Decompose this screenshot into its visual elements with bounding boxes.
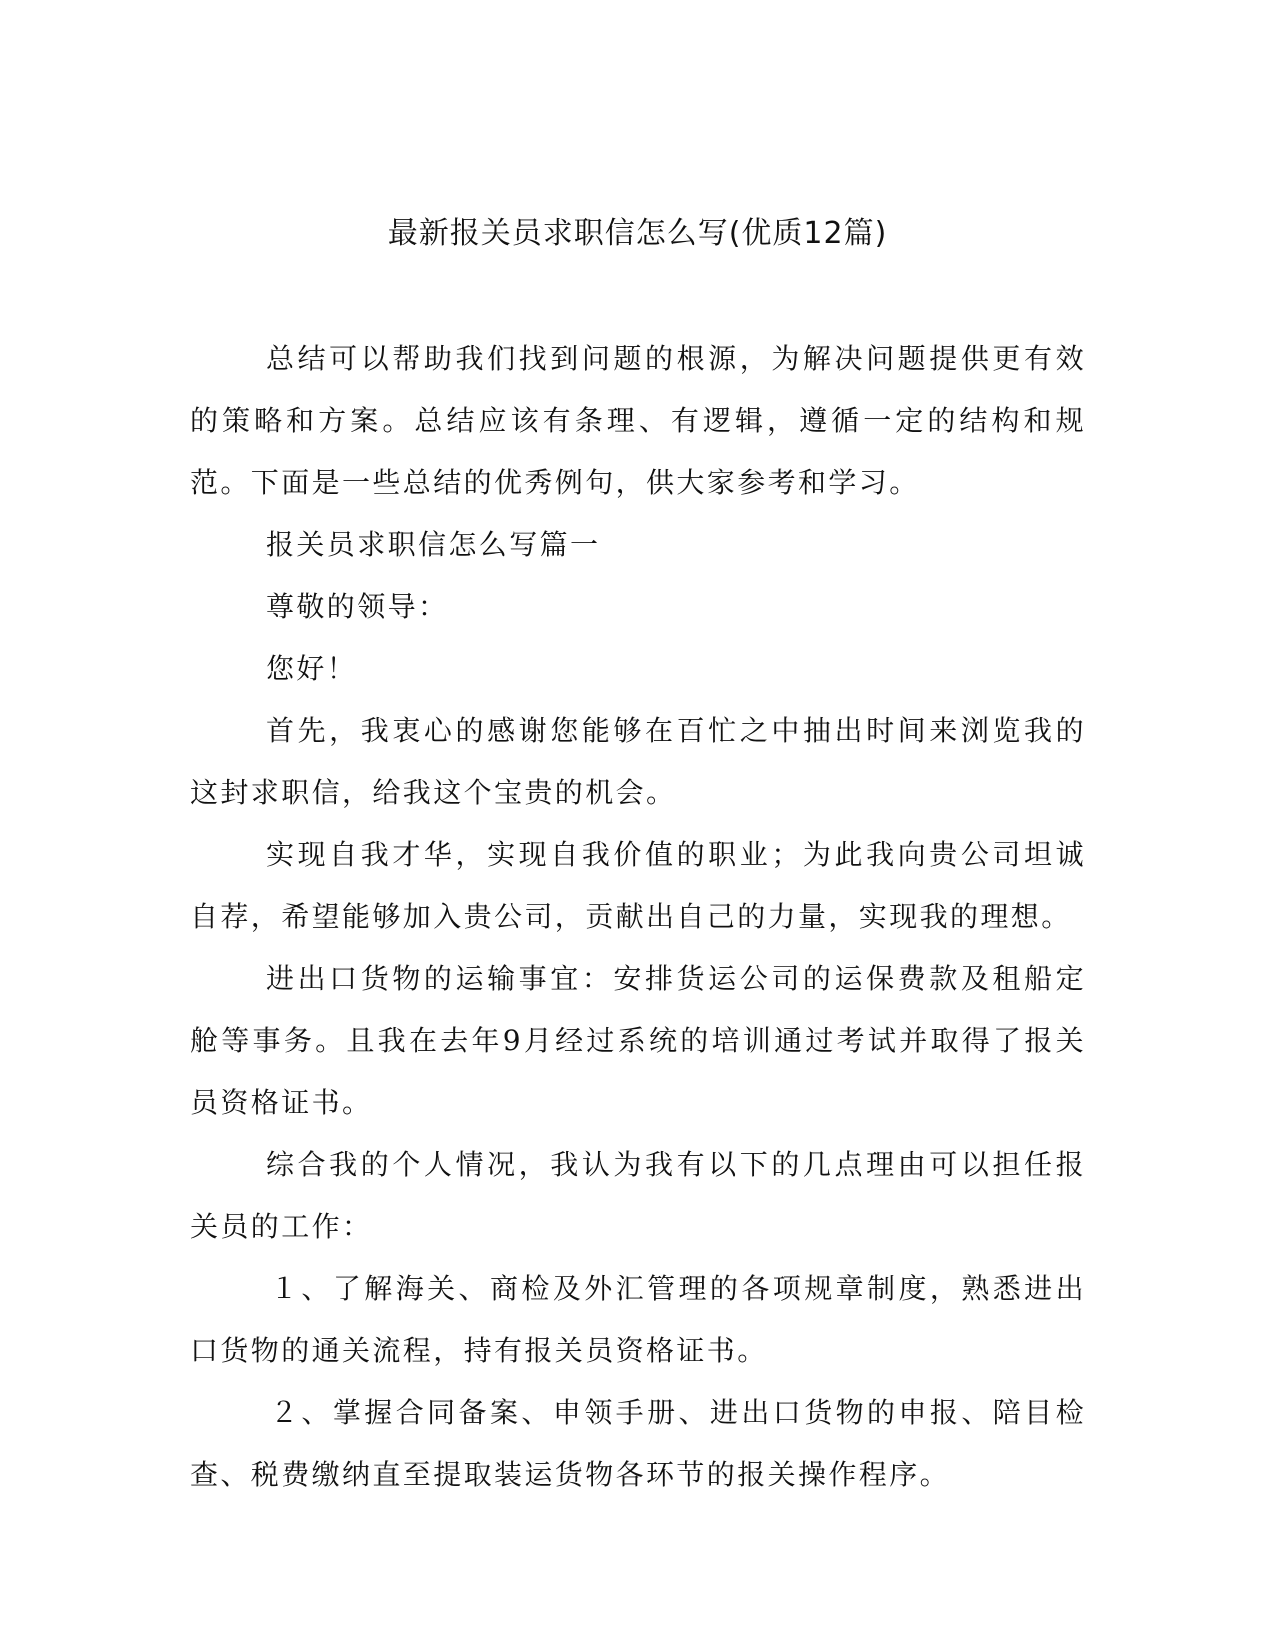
list-item: １、了解海关、商检及外汇管理的各项规章制度，熟悉进出口货物的通关流程，持有报关员资格证书。 — [190, 1272, 1086, 1367]
salutation: 尊敬的领导： — [266, 590, 449, 623]
greeting: 您好！ — [266, 652, 358, 685]
document-body — [190, 328, 1086, 1506]
document-title: 最新报关员求职信怎么写(优质12篇) — [387, 216, 888, 251]
intro-paragraph: 总结可以帮助我们找到问题的根源，为解决问题提供更有效的策略和方案。总结应该有条理、有逻辑，遵循一定的结构和规范。下面是一些总结的优秀例句，供大家参考和学习。 — [190, 342, 1086, 499]
list-item: ２、掌握合同备案、申领手册、进出口货物的申报、陪目检查、税费缴纳直至提取装运货物各环节的报关操作程序。 — [190, 1396, 1086, 1491]
section-heading: 报关员求职信怎么写篇一 — [266, 528, 601, 561]
body-paragraph: 进出口货物的运输事宜：安排货运公司的运保费款及租船定舱等事务。且我在去年9月经过系统的培训通过考试并取得了报关员资格证书。 — [190, 962, 1086, 1119]
body-paragraph: 综合我的个人情况，我认为我有以下的几点理由可以担任报关员的工作： — [190, 1148, 1086, 1243]
body-paragraph: 实现自我才华，实现自我价值的职业；为此我向贵公司坦诚自荐，希望能够加入贵公司，贡献出自己的力量，实现我的理想。 — [190, 838, 1086, 933]
body-paragraph: 首先，我衷心的感谢您能够在百忙之中抽出时间来浏览我的这封求职信，给我这个宝贵的机会。 — [190, 714, 1086, 809]
